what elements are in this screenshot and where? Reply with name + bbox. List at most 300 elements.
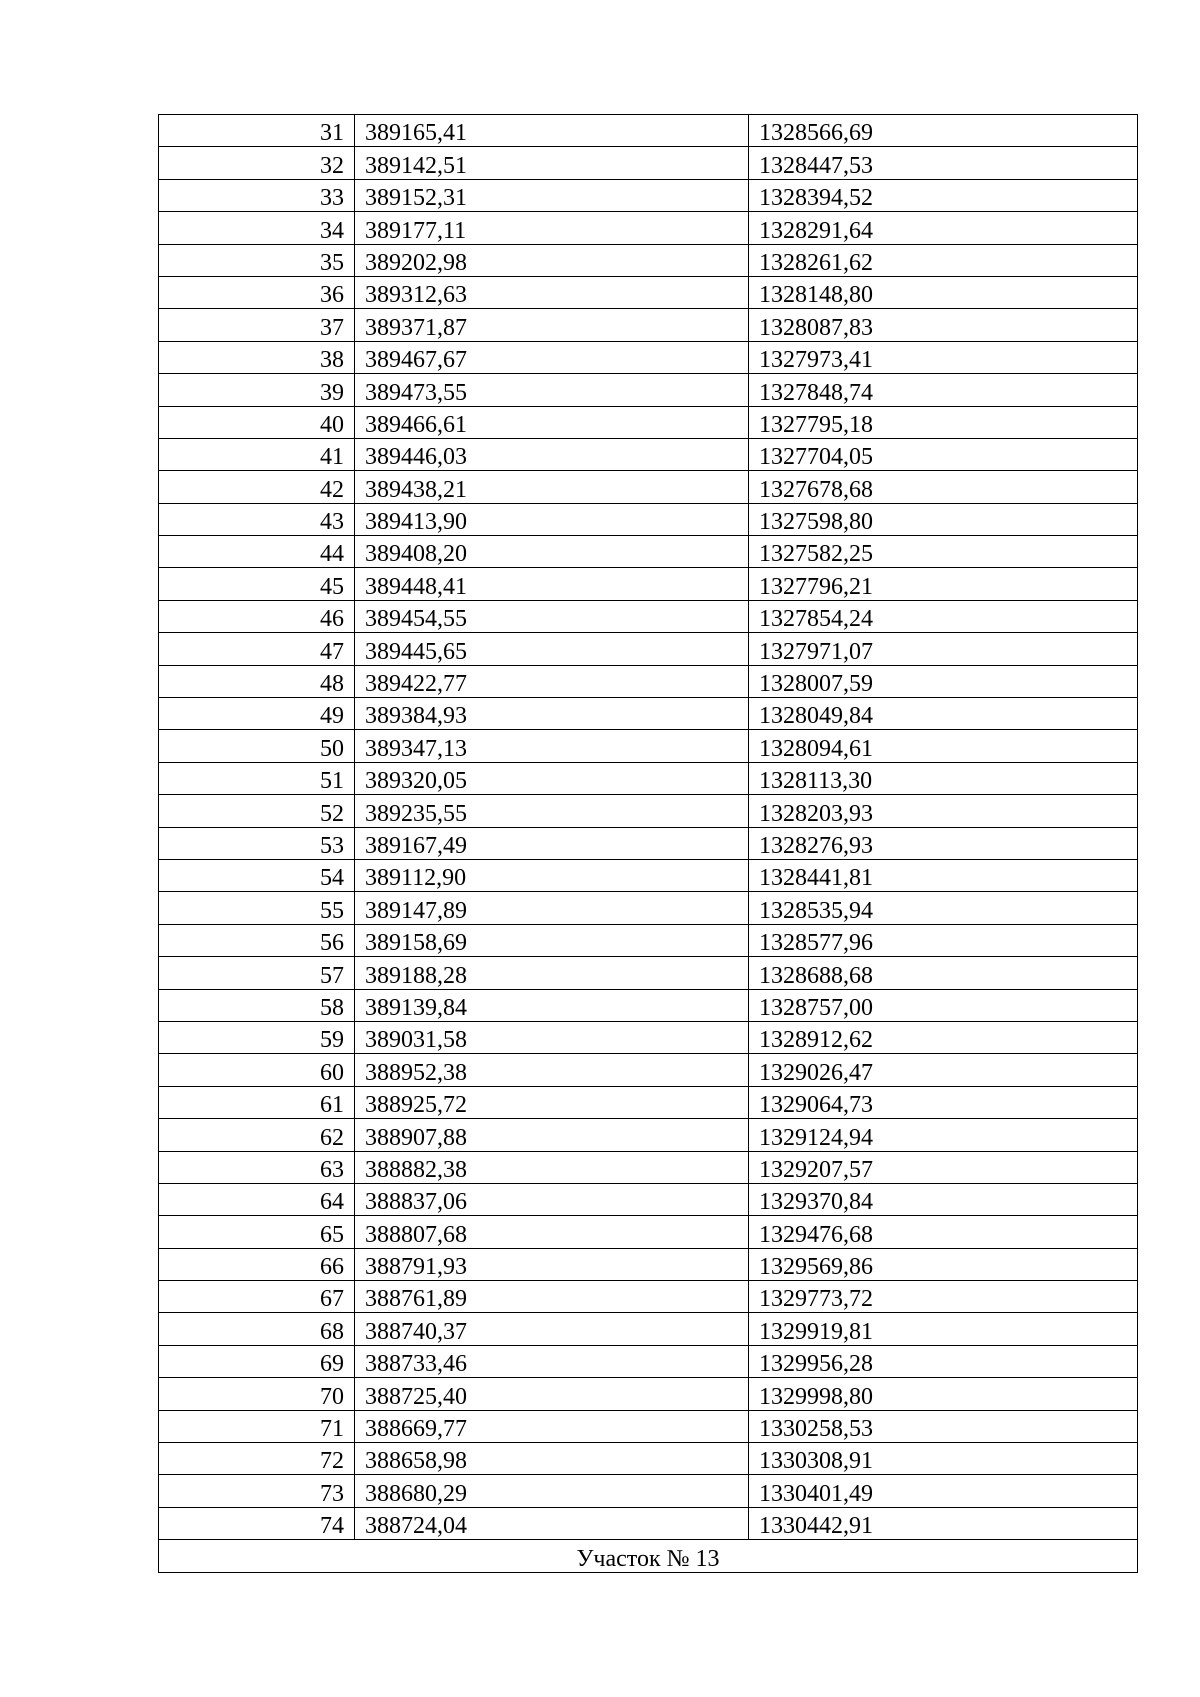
table-row	[159, 957, 1138, 989]
table-row	[159, 1410, 1138, 1442]
table-row	[159, 438, 1138, 470]
cell-text: 71	[320, 1416, 344, 1443]
table-row	[159, 795, 1138, 827]
table-row	[159, 989, 1138, 1021]
point-number-cell	[159, 1475, 355, 1507]
cell-text: 1329476,68	[759, 1221, 873, 1248]
cell-text: 389147,89	[365, 897, 467, 924]
cell-text: 388733,46	[365, 1351, 467, 1378]
x-coordinate-cell	[355, 762, 749, 794]
cell-text: 389438,21	[365, 476, 467, 503]
point-number-cell	[159, 1183, 355, 1215]
cell-text: 65	[320, 1221, 344, 1248]
point-number-cell	[159, 1443, 355, 1475]
table-row	[159, 276, 1138, 308]
y-coordinate-cell	[749, 762, 1138, 794]
cell-text: 1327795,18	[759, 411, 873, 438]
cell-text: 1328049,84	[759, 703, 873, 730]
table-row	[159, 1313, 1138, 1345]
cell-text: 389139,84	[365, 994, 467, 1021]
y-coordinate-cell	[749, 115, 1138, 147]
table-row	[159, 633, 1138, 665]
y-coordinate-cell	[749, 244, 1138, 276]
cell-text: 389448,41	[365, 573, 467, 600]
cell-text: 59	[320, 1027, 344, 1054]
point-number-cell	[159, 179, 355, 211]
cell-text: 34	[320, 217, 344, 244]
y-coordinate-cell	[749, 276, 1138, 308]
cell-text: 33	[320, 185, 344, 212]
cell-text: 389112,90	[365, 865, 467, 892]
y-coordinate-cell	[749, 212, 1138, 244]
x-coordinate-cell	[355, 503, 749, 535]
cell-text: 1328291,64	[759, 217, 873, 244]
table-row	[159, 1281, 1138, 1313]
x-coordinate-cell	[355, 730, 749, 762]
x-coordinate-cell	[355, 1281, 749, 1313]
table-row	[159, 924, 1138, 956]
cell-text: 1329773,72	[759, 1286, 873, 1313]
y-coordinate-cell	[749, 341, 1138, 373]
point-number-cell	[159, 1216, 355, 1248]
point-number-cell	[159, 730, 355, 762]
cell-text: 389445,65	[365, 638, 467, 665]
cell-text: 63	[320, 1156, 344, 1183]
cell-text: 389473,55	[365, 379, 467, 406]
cell-text: 1329370,84	[759, 1189, 873, 1216]
cell-text: 55	[320, 897, 344, 924]
table-row	[159, 115, 1138, 147]
cell-text: 388669,77	[365, 1416, 467, 1443]
cell-text: 1328007,59	[759, 671, 873, 698]
cell-text: 388952,38	[365, 1059, 467, 1086]
y-coordinate-cell	[749, 1248, 1138, 1280]
cell-text: 1328148,80	[759, 282, 873, 309]
x-coordinate-cell	[355, 1410, 749, 1442]
x-coordinate-cell	[355, 147, 749, 179]
point-number-cell	[159, 1086, 355, 1118]
x-coordinate-cell	[355, 244, 749, 276]
cell-text: 31	[320, 120, 344, 147]
table-row	[159, 665, 1138, 697]
y-coordinate-cell	[749, 374, 1138, 406]
y-coordinate-cell	[749, 147, 1138, 179]
table-row	[159, 1119, 1138, 1151]
cell-text: 1327582,25	[759, 541, 873, 568]
cell-text: 1329124,94	[759, 1124, 873, 1151]
cell-text: 44	[320, 541, 344, 568]
x-coordinate-cell	[355, 536, 749, 568]
point-number-cell	[159, 1248, 355, 1280]
table-row	[159, 309, 1138, 341]
cell-text: 53	[320, 832, 344, 859]
cell-text: 1329207,57	[759, 1156, 873, 1183]
cell-text: 48	[320, 671, 344, 698]
cell-text: 389384,93	[365, 703, 467, 730]
x-coordinate-cell	[355, 924, 749, 956]
y-coordinate-cell	[749, 859, 1138, 891]
table-row	[159, 1151, 1138, 1183]
x-coordinate-cell	[355, 1443, 749, 1475]
cell-text: 40	[320, 411, 344, 438]
x-coordinate-cell	[355, 892, 749, 924]
y-coordinate-cell	[749, 1313, 1138, 1345]
y-coordinate-cell	[749, 309, 1138, 341]
cell-text: 1327678,68	[759, 476, 873, 503]
cell-text: 389312,63	[365, 282, 467, 309]
point-number-cell	[159, 503, 355, 535]
cell-text: 1330442,91	[759, 1513, 873, 1540]
cell-text: 388791,93	[365, 1254, 467, 1281]
cell-text: 1328113,30	[759, 768, 873, 795]
cell-text: 1328441,81	[759, 865, 873, 892]
y-coordinate-cell	[749, 1281, 1138, 1313]
point-number-cell	[159, 1313, 355, 1345]
cell-text: 1328394,52	[759, 185, 873, 212]
point-number-cell	[159, 471, 355, 503]
point-number-cell	[159, 957, 355, 989]
point-number-cell	[159, 1151, 355, 1183]
point-number-cell	[159, 924, 355, 956]
point-number-cell	[159, 1119, 355, 1151]
table-row	[159, 503, 1138, 535]
cell-text: 389235,55	[365, 800, 467, 827]
cell-text: 1327854,24	[759, 606, 873, 633]
point-number-cell	[159, 1021, 355, 1053]
cell-text: 1329569,86	[759, 1254, 873, 1281]
cell-text: 1327598,80	[759, 509, 873, 536]
section-label: Участок № 13	[576, 1545, 720, 1572]
cell-text: 389158,69	[365, 930, 467, 957]
x-coordinate-cell	[355, 1475, 749, 1507]
cell-text: 38	[320, 347, 344, 374]
table-row	[159, 1086, 1138, 1118]
point-number-cell	[159, 859, 355, 891]
point-number-cell	[159, 276, 355, 308]
y-coordinate-cell	[749, 438, 1138, 470]
x-coordinate-cell	[355, 406, 749, 438]
y-coordinate-cell	[749, 503, 1138, 535]
cell-text: 1328203,93	[759, 800, 873, 827]
cell-text: 389142,51	[365, 152, 467, 179]
y-coordinate-cell	[749, 633, 1138, 665]
table-row	[159, 1183, 1138, 1215]
x-coordinate-cell	[355, 1507, 749, 1539]
cell-text: 389446,03	[365, 444, 467, 471]
cell-text: 72	[320, 1448, 344, 1475]
coordinates-table	[158, 114, 1138, 1573]
cell-text: 50	[320, 735, 344, 762]
cell-text: 1327971,07	[759, 638, 873, 665]
x-coordinate-cell	[355, 1119, 749, 1151]
cell-text: 1327848,74	[759, 379, 873, 406]
cell-text: 389202,98	[365, 249, 467, 276]
y-coordinate-cell	[749, 536, 1138, 568]
cell-text: 1328087,83	[759, 314, 873, 341]
x-coordinate-cell	[355, 309, 749, 341]
cell-text: 35	[320, 249, 344, 276]
cell-text: 1329919,81	[759, 1318, 873, 1345]
x-coordinate-cell	[355, 471, 749, 503]
point-number-cell	[159, 1054, 355, 1086]
y-coordinate-cell	[749, 1345, 1138, 1377]
x-coordinate-cell	[355, 179, 749, 211]
y-coordinate-cell	[749, 892, 1138, 924]
cell-text: 42	[320, 476, 344, 503]
cell-text: 1328535,94	[759, 897, 873, 924]
cell-text: 389165,41	[365, 120, 467, 147]
table-row	[159, 827, 1138, 859]
table-row	[159, 1054, 1138, 1086]
point-number-cell	[159, 438, 355, 470]
table-row	[159, 762, 1138, 794]
point-number-cell	[159, 762, 355, 794]
x-coordinate-cell	[355, 1021, 749, 1053]
point-number-cell	[159, 633, 355, 665]
cell-text: 389152,31	[365, 185, 467, 212]
y-coordinate-cell	[749, 665, 1138, 697]
cell-text: 52	[320, 800, 344, 827]
y-coordinate-cell	[749, 1216, 1138, 1248]
x-coordinate-cell	[355, 1378, 749, 1410]
table-row	[159, 1345, 1138, 1377]
cell-text: 1327796,21	[759, 573, 873, 600]
cell-text: 388724,04	[365, 1513, 467, 1540]
table-row	[159, 859, 1138, 891]
y-coordinate-cell	[749, 698, 1138, 730]
table-row	[159, 1021, 1138, 1053]
x-coordinate-cell	[355, 341, 749, 373]
cell-text: 1329956,28	[759, 1351, 873, 1378]
cell-text: 1329998,80	[759, 1383, 873, 1410]
x-coordinate-cell	[355, 276, 749, 308]
y-coordinate-cell	[749, 1410, 1138, 1442]
cell-text: 43	[320, 509, 344, 536]
table-row	[159, 730, 1138, 762]
point-number-cell	[159, 568, 355, 600]
cell-text: 389467,67	[365, 347, 467, 374]
cell-text: 67	[320, 1286, 344, 1313]
table-row	[159, 179, 1138, 211]
point-number-cell	[159, 115, 355, 147]
table-row	[159, 244, 1138, 276]
x-coordinate-cell	[355, 1086, 749, 1118]
table-row	[159, 1507, 1138, 1539]
point-number-cell	[159, 892, 355, 924]
x-coordinate-cell	[355, 115, 749, 147]
y-coordinate-cell	[749, 406, 1138, 438]
cell-text: 49	[320, 703, 344, 730]
section-row	[159, 1540, 1138, 1572]
table-row	[159, 1248, 1138, 1280]
y-coordinate-cell	[749, 1119, 1138, 1151]
table-row	[159, 536, 1138, 568]
cell-text: 46	[320, 606, 344, 633]
cell-text: 1330258,53	[759, 1416, 873, 1443]
cell-text: 1328447,53	[759, 152, 873, 179]
x-coordinate-cell	[355, 665, 749, 697]
x-coordinate-cell	[355, 1151, 749, 1183]
y-coordinate-cell	[749, 1507, 1138, 1539]
y-coordinate-cell	[749, 1151, 1138, 1183]
cell-text: 1330308,91	[759, 1448, 873, 1475]
point-number-cell	[159, 1345, 355, 1377]
table-row	[159, 374, 1138, 406]
cell-text: 1328094,61	[759, 735, 873, 762]
cell-text: 389031,58	[365, 1027, 467, 1054]
table-row	[159, 1443, 1138, 1475]
y-coordinate-cell	[749, 827, 1138, 859]
x-coordinate-cell	[355, 600, 749, 632]
cell-text: 389167,49	[365, 832, 467, 859]
x-coordinate-cell	[355, 1248, 749, 1280]
y-coordinate-cell	[749, 1183, 1138, 1215]
point-number-cell	[159, 1410, 355, 1442]
cell-text: 64	[320, 1189, 344, 1216]
cell-text: 388925,72	[365, 1092, 467, 1119]
y-coordinate-cell	[749, 471, 1138, 503]
cell-text: 69	[320, 1351, 344, 1378]
cell-text: 388725,40	[365, 1383, 467, 1410]
cell-text: 1328261,62	[759, 249, 873, 276]
point-number-cell	[159, 1281, 355, 1313]
cell-text: 1328276,93	[759, 832, 873, 859]
cell-text: 389347,13	[365, 735, 467, 762]
cell-text: 388761,89	[365, 1286, 467, 1313]
point-number-cell	[159, 309, 355, 341]
cell-text: 36	[320, 282, 344, 309]
point-number-cell	[159, 406, 355, 438]
cell-text: 1327704,05	[759, 444, 873, 471]
point-number-cell	[159, 698, 355, 730]
point-number-cell	[159, 341, 355, 373]
x-coordinate-cell	[355, 1183, 749, 1215]
cell-text: 1328577,96	[759, 930, 873, 957]
y-coordinate-cell	[749, 1378, 1138, 1410]
cell-text: 1328757,00	[759, 994, 873, 1021]
x-coordinate-cell	[355, 568, 749, 600]
cell-text: 66	[320, 1254, 344, 1281]
cell-text: 70	[320, 1383, 344, 1410]
cell-text: 73	[320, 1480, 344, 1507]
cell-text: 1329064,73	[759, 1092, 873, 1119]
x-coordinate-cell	[355, 374, 749, 406]
table-row	[159, 212, 1138, 244]
table-row	[159, 147, 1138, 179]
y-coordinate-cell	[749, 1021, 1138, 1053]
y-coordinate-cell	[749, 1086, 1138, 1118]
point-number-cell	[159, 1378, 355, 1410]
coordinates-table-body	[159, 115, 1138, 1573]
section-label-cell	[159, 1540, 1138, 1572]
x-coordinate-cell	[355, 1313, 749, 1345]
point-number-cell	[159, 600, 355, 632]
cell-text: 32	[320, 152, 344, 179]
table-row	[159, 406, 1138, 438]
point-number-cell	[159, 212, 355, 244]
y-coordinate-cell	[749, 568, 1138, 600]
y-coordinate-cell	[749, 989, 1138, 1021]
table-row	[159, 1378, 1138, 1410]
point-number-cell	[159, 147, 355, 179]
cell-text: 388807,68	[365, 1221, 467, 1248]
cell-text: 389454,55	[365, 606, 467, 633]
x-coordinate-cell	[355, 795, 749, 827]
cell-text: 1330401,49	[759, 1480, 873, 1507]
x-coordinate-cell	[355, 859, 749, 891]
cell-text: 61	[320, 1092, 344, 1119]
x-coordinate-cell	[355, 1054, 749, 1086]
cell-text: 389371,87	[365, 314, 467, 341]
cell-text: 389188,28	[365, 962, 467, 989]
y-coordinate-cell	[749, 730, 1138, 762]
cell-text: 56	[320, 930, 344, 957]
point-number-cell	[159, 374, 355, 406]
cell-text: 74	[320, 1513, 344, 1540]
table-row	[159, 600, 1138, 632]
cell-text: 389177,11	[365, 217, 467, 244]
x-coordinate-cell	[355, 957, 749, 989]
cell-text: 1328912,62	[759, 1027, 873, 1054]
cell-text: 39	[320, 379, 344, 406]
point-number-cell	[159, 244, 355, 276]
cell-text: 57	[320, 962, 344, 989]
cell-text: 1327973,41	[759, 347, 873, 374]
cell-text: 58	[320, 994, 344, 1021]
point-number-cell	[159, 536, 355, 568]
cell-text: 388907,88	[365, 1124, 467, 1151]
y-coordinate-cell	[749, 600, 1138, 632]
table-row	[159, 1475, 1138, 1507]
y-coordinate-cell	[749, 179, 1138, 211]
table-row	[159, 698, 1138, 730]
cell-text: 41	[320, 444, 344, 471]
y-coordinate-cell	[749, 957, 1138, 989]
y-coordinate-cell	[749, 1443, 1138, 1475]
cell-text: 60	[320, 1059, 344, 1086]
x-coordinate-cell	[355, 1345, 749, 1377]
cell-text: 388740,37	[365, 1318, 467, 1345]
cell-text: 388658,98	[365, 1448, 467, 1475]
cell-text: 389422,77	[365, 671, 467, 698]
cell-text: 1329026,47	[759, 1059, 873, 1086]
table-row	[159, 892, 1138, 924]
cell-text: 51	[320, 768, 344, 795]
point-number-cell	[159, 665, 355, 697]
x-coordinate-cell	[355, 827, 749, 859]
cell-text: 388837,06	[365, 1189, 467, 1216]
cell-text: 389413,90	[365, 509, 467, 536]
y-coordinate-cell	[749, 1475, 1138, 1507]
y-coordinate-cell	[749, 924, 1138, 956]
cell-text: 54	[320, 865, 344, 892]
cell-text: 62	[320, 1124, 344, 1151]
cell-text: 388680,29	[365, 1480, 467, 1507]
x-coordinate-cell	[355, 212, 749, 244]
point-number-cell	[159, 795, 355, 827]
x-coordinate-cell	[355, 1216, 749, 1248]
x-coordinate-cell	[355, 438, 749, 470]
cell-text: 45	[320, 573, 344, 600]
cell-text: 389408,20	[365, 541, 467, 568]
table-row	[159, 568, 1138, 600]
point-number-cell	[159, 989, 355, 1021]
cell-text: 389466,61	[365, 411, 467, 438]
y-coordinate-cell	[749, 1054, 1138, 1086]
x-coordinate-cell	[355, 989, 749, 1021]
y-coordinate-cell	[749, 795, 1138, 827]
x-coordinate-cell	[355, 633, 749, 665]
